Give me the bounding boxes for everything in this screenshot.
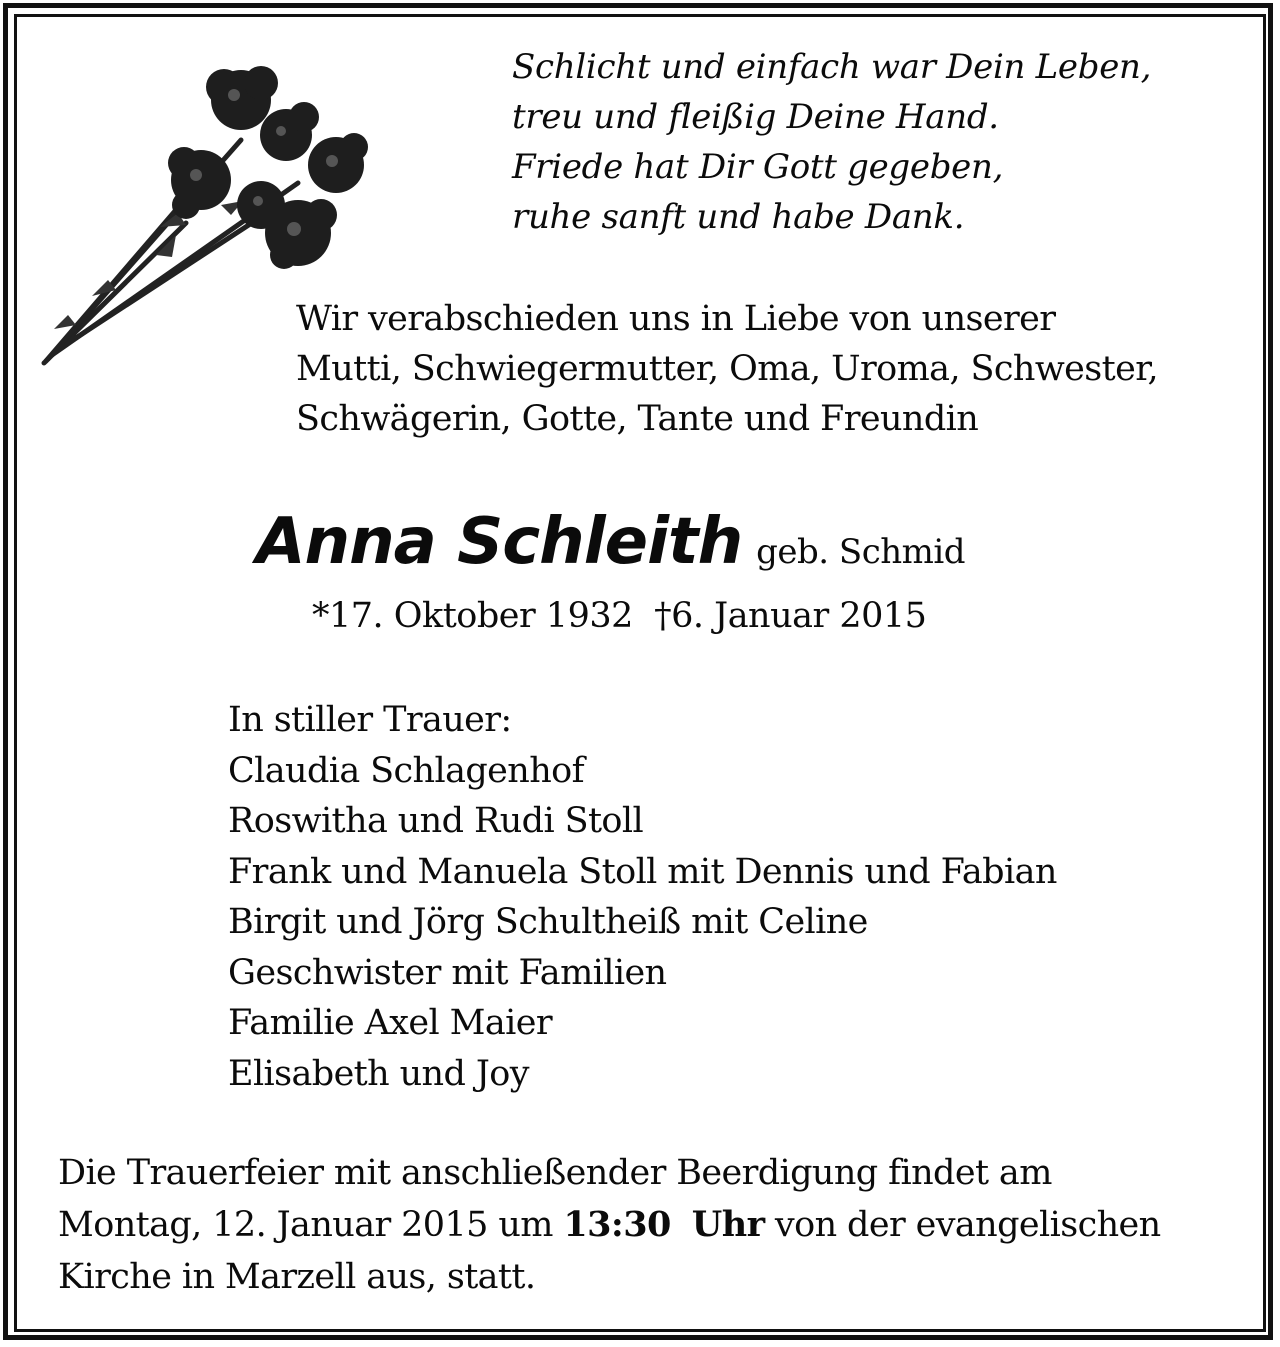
mourner: Roswitha und Rudi Stoll [228,801,644,841]
funeral-time: 13:30 [563,1204,671,1245]
maiden-name: geb. Schmid [756,532,966,572]
poem-line: treu und fleißig Deine Hand. [512,97,999,137]
birth-date: *17. Oktober 1932 [312,596,633,636]
funeral-location: von der evangelischen [764,1205,1161,1245]
mourner: Geschwister mit Familien [228,952,667,993]
mourner: Claudia Schlagenhof [228,750,584,791]
death-date: †6. Januar 2015 [654,596,927,636]
intro-line: Mutti, Schwiegermutter, Oma, Uroma, Schwester, [296,349,1159,389]
life-dates [312,596,926,636]
funeral-date: Montag, 12. Januar 2015 um [58,1205,564,1245]
mourner: Elisabeth und Joy [228,1053,529,1094]
intro-line: Wir verabschieden uns in Liebe von unserer [296,299,1056,339]
poem-line: Friede hat Dir Gott gegeben, [512,147,1004,187]
funeral-line [58,1199,1161,1251]
intro-line: Schwägerin, Gotte, Tante und Freundin [296,399,979,439]
poem-line: Schlicht und einfach war Dein Leben, [512,47,1152,87]
mourners-list [228,695,1057,1099]
poem [512,42,1151,242]
poem-line: ruhe sanft und habe Dank. [512,197,965,237]
funeral-time-unit: Uhr [691,1204,765,1245]
mourner: Birgit und Jörg Schultheiß mit Celine [228,902,868,942]
mourner: Frank und Manuela Stoll mit Dennis und Fabian [228,851,1057,892]
mourner: Familie Axel Maier [228,1003,552,1043]
funeral-line: Die Trauerfeier mit anschließender Beerdigung findet am [58,1153,1052,1193]
funeral-line: Kirche in Marzell aus, statt. [58,1257,536,1297]
mourners-heading: In stiller Trauer: [228,700,512,740]
funeral-notice [58,1147,1161,1303]
deceased-name-line [256,505,965,579]
deceased-name: Anna Schleith [256,505,743,579]
farewell-intro [296,294,1158,444]
